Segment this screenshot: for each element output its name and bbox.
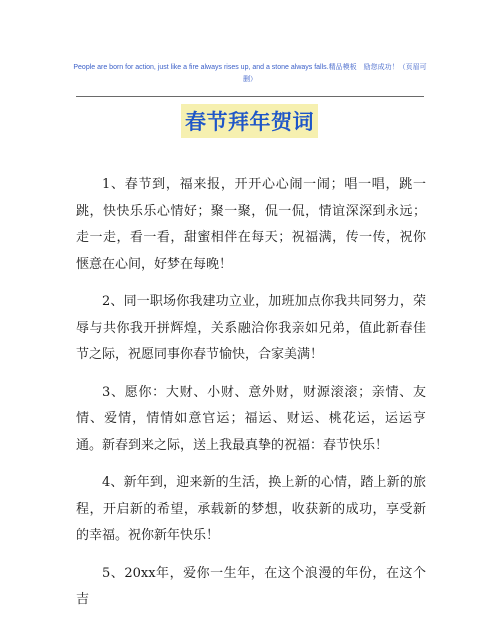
- paragraph: 2、同一职场你我建功立业，加班加点你我共同努力，荣辱与共你我开拼辉煌，关系融洽你我亲如兄弟，值此新春佳节之际，祝愿同事你春节愉快，合家美满！: [76, 294, 426, 362]
- document-title: 春节拜年贺词: [185, 110, 314, 134]
- header-divider: [76, 96, 424, 97]
- paragraph: 1、春节到，福来报，开开心心闹一闹；唱一唱，跳一跳，快快乐乐心情好；聚一聚，侃一侃，情谊深深到永远；走一走，看一看，甜蜜相伴在每天；祝福满，传一传，祝你惬意在心间，好梦在每晚！: [76, 177, 426, 272]
- paragraph: 5、20xx年，爱你一生年，在这个浪漫的年份，在这个吉: [76, 565, 426, 607]
- paragraph: 4、新年到，迎来新的生活，换上新的心情，踏上新的旅程，开启新的希望，承载新的梦想，收获新的成功，享受新的幸福。祝你新年快乐！: [76, 475, 426, 543]
- paragraph: 3、愿你：大财、小财、意外财，财源滚滚；亲情、友情、爱情，情情如意官运；福运、财运、桃花运，运运亨通。新春到来之际，送上我最真挚的祝福：春节快乐！: [76, 384, 426, 453]
- page-header-note: People are born for action, just like a fire always rises up, and a stone always falls.精品模板 励您成功！（页眉可删）: [73, 64, 427, 83]
- document-body: [76, 172, 426, 625]
- title-highlight: [181, 104, 318, 138]
